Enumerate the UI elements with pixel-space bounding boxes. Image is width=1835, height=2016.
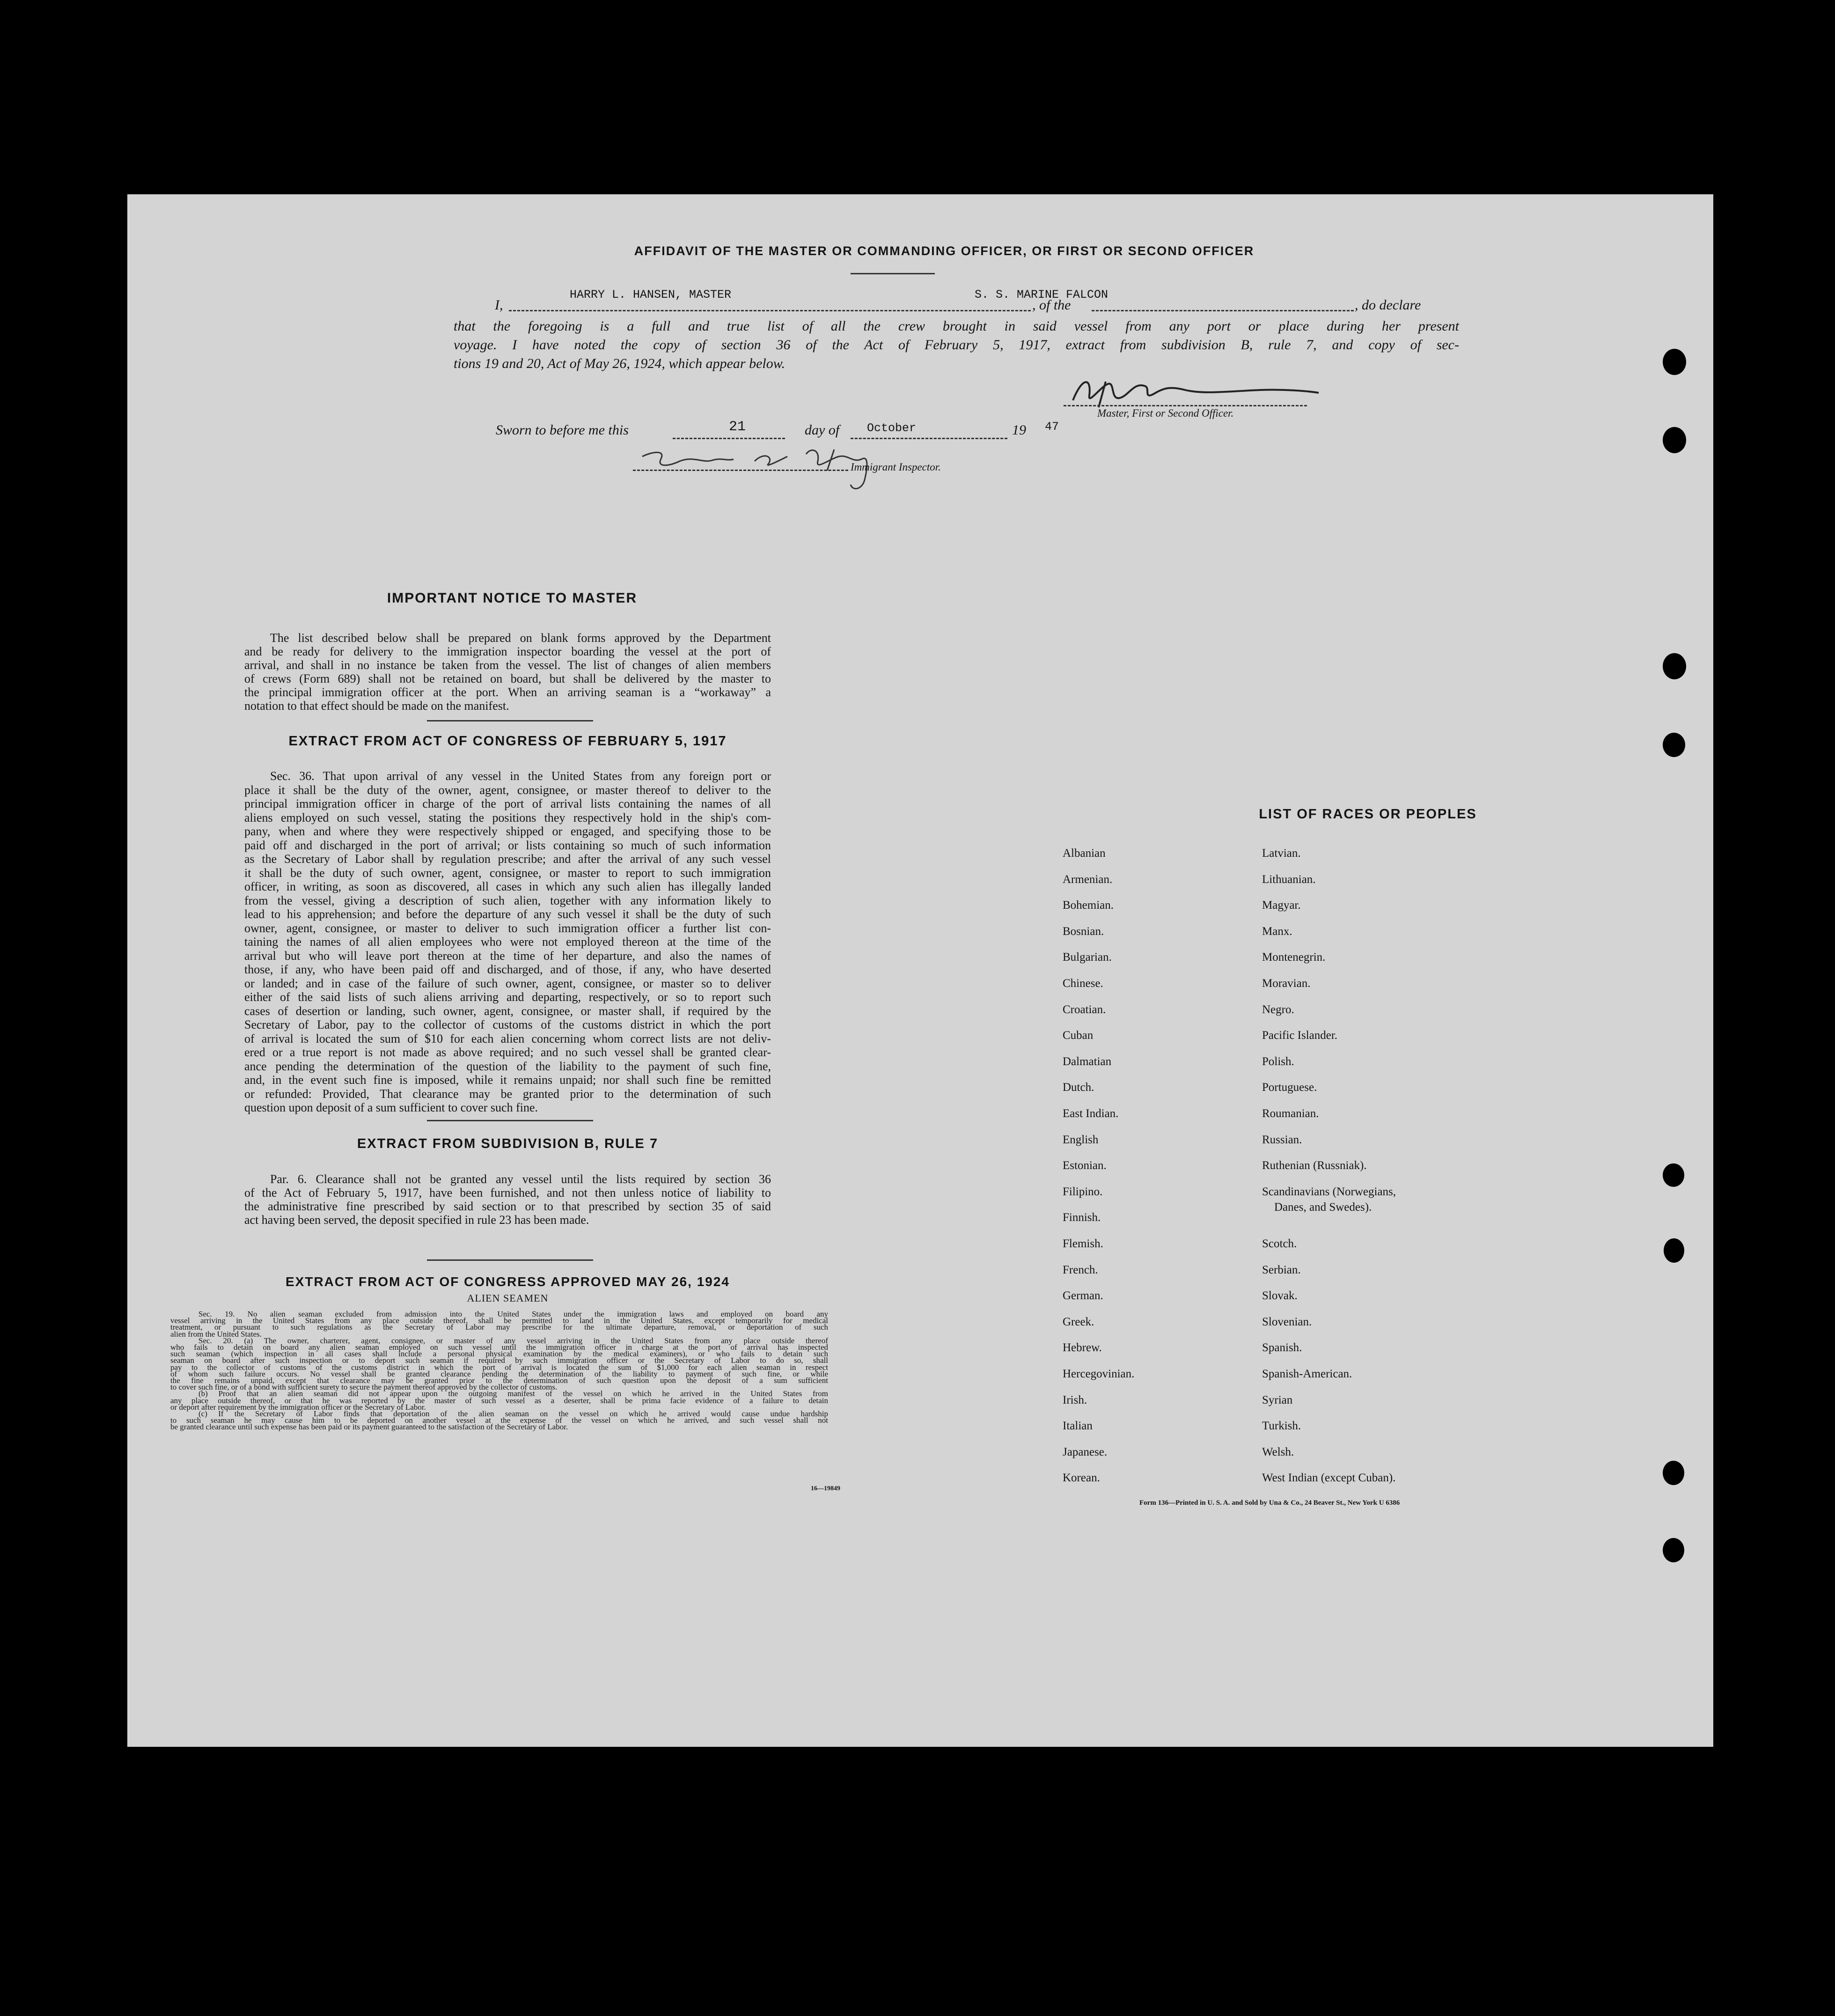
- race-item: Cuban: [1063, 1029, 1094, 1042]
- race-item: Polish.: [1262, 1055, 1294, 1068]
- affidavit-line-3: tions 19 and 20, Act of May 26, 1924, which appear below.: [454, 356, 785, 371]
- act1917-line: ered or a true report is not made as above required; and no such vessel shall be granted clear-: [244, 1045, 771, 1059]
- race-item: English: [1063, 1133, 1099, 1146]
- act1917-line: arrival but who will leave port thereon at the time of her departure, and also the names of: [244, 949, 771, 963]
- act1924-line: of whom such failure occurs. No vessel shall be granted clearance pending the determination of the liability to payment of such fine, or while: [170, 1369, 828, 1378]
- act1917-line: ance pending the determination of the question of the liability to the payment of such fine,: [244, 1059, 771, 1073]
- rule7-title: EXTRACT FROM SUBDIVISION B, RULE 7: [357, 1136, 659, 1151]
- form-code: 16—19849: [811, 1485, 840, 1492]
- race-item: Croatian.: [1063, 1003, 1106, 1016]
- day-of-label: day of: [805, 422, 840, 438]
- divider: [427, 720, 593, 721]
- act1924-line: alien from the United States.: [170, 1329, 262, 1339]
- race-item: Latvian.: [1262, 847, 1301, 860]
- race-item: Estonian.: [1063, 1159, 1107, 1172]
- master-name-field: HARRY L. HANSEN, MASTER: [570, 288, 732, 302]
- race-item: Syrian: [1262, 1394, 1293, 1406]
- race-item: Hebrew.: [1063, 1341, 1102, 1354]
- race-item: Moravian.: [1262, 977, 1311, 990]
- rule7-body: [244, 1172, 771, 1227]
- race-item: Spanish.: [1262, 1341, 1302, 1354]
- punch-hole: [1663, 427, 1686, 453]
- rule7-line: the administrative fine prescribed by said section or to that prescribed by section 35 of said: [244, 1199, 771, 1213]
- notice-line: The list described below shall be prepared on blank forms approved by the Department: [270, 631, 771, 645]
- race-item: Roumanian.: [1262, 1107, 1319, 1120]
- officer-caption: Master, First or Second Officer.: [1097, 407, 1234, 419]
- race-item: Negro.: [1262, 1003, 1294, 1016]
- divider: [427, 1120, 593, 1121]
- race-item: French.: [1063, 1264, 1098, 1276]
- affidavit-line-2: voyage. I have noted the copy of section 36 of the Act of February 5, 1917, extract from subdivision B, rule 7, and copy of sec-: [454, 337, 1459, 353]
- race-item: Manx.: [1262, 925, 1292, 938]
- act1917-line: place it shall be the duty of the owner, agent, consignee, or master thereof to deliver to the: [244, 783, 771, 797]
- notice-line: arrival, and shall in no instance be taken from the vessel. The list of changes of alien members: [244, 658, 771, 672]
- act1917-body: [244, 769, 771, 1115]
- act1924-line: (c) If the Secretary of Labor finds that deportation of the alien seaman on the vessel on which he arrived would cause undue hardship: [198, 1409, 828, 1419]
- act1924-line: who fails to detain on board any alien seaman employed on such vessel until the immigration officer in charge at the port of arrival has inspected: [170, 1343, 828, 1352]
- race-item: Dutch.: [1063, 1081, 1094, 1094]
- races-title: LIST OF RACES OR PEOPLES: [1259, 807, 1477, 822]
- punch-hole: [1663, 653, 1686, 679]
- printer-footer: Form 136—Printed in U. S. A. and Sold by Una & Co., 24 Beaver St., New York U 6386: [1139, 1499, 1400, 1507]
- punch-hole: [1663, 1538, 1684, 1562]
- act1924-line: such seaman (which inspection in all cases shall include a personal physical examination by the medical examiners), or who fails to detain such: [170, 1349, 828, 1359]
- title-divider: [851, 273, 935, 274]
- act1924-line: the fine remains unpaid, except that clearance may be granted prior to the determination of such question upon the deposit of a sum sufficient: [170, 1376, 828, 1385]
- act1917-line: as the Secretary of Labor shall by regulation prescribe; and after the arrival of any such vessel: [244, 852, 771, 866]
- rule7-line: act having been served, the deposit specified in rule 23 has been made.: [244, 1213, 589, 1227]
- act1917-line: lead to his apprehension; and before the departure of any such vessel it shall be the duty of such: [244, 907, 771, 921]
- race-item: Scandinavians (Norwegians,: [1262, 1185, 1396, 1198]
- act1917-line: of arrival is located the sum of $10 for each alien concerning whom correct lists are not deliv-: [244, 1031, 771, 1045]
- of-the-label: , of the: [1032, 297, 1071, 313]
- race-item: Japanese.: [1063, 1446, 1108, 1458]
- act1924-line: Sec. 19. No alien seaman excluded from admission into the United States under the immigration laws and employed on board any: [198, 1310, 828, 1318]
- race-item: Serbian.: [1262, 1264, 1301, 1276]
- act1924-line: be granted clearance until such expense has been paid or its payment guaranteed to the satisfaction of the Secretary of Labor.: [170, 1422, 568, 1432]
- act1924-line: to such seaman he may cause him to be deported on another vessel at the expense of the vessel on which he arrived, and such vessel shall not: [170, 1416, 828, 1425]
- race-item: West Indian (except Cuban).: [1262, 1472, 1396, 1484]
- sworn-day-field: 21: [729, 419, 746, 435]
- sworn-month-field: October: [867, 421, 917, 435]
- race-item: Greek.: [1063, 1316, 1094, 1328]
- act1924-line: seaman on board after such inspection or to deport such seaman if required by such immigration officer or the Secretary of Labor to do so, shall: [170, 1356, 828, 1365]
- act1917-line: Sec. 36. That upon arrival of any vessel in the United States from any foreign port or: [270, 769, 771, 783]
- act1917-line: or landed; and in case of the failure of such owner, agent, consignee, or master so to deliver: [244, 976, 771, 990]
- i-label: I,: [495, 297, 503, 313]
- act1917-line: from the vessel, giving a description of such alien, together with any information likely to: [244, 893, 771, 907]
- act1924-line: to cover such fine, or of a bond with sufficient surety to secure the payment thereof approved by the collector of customs.: [170, 1383, 558, 1392]
- punch-hole: [1663, 349, 1686, 375]
- race-item: Bosnian.: [1063, 925, 1104, 938]
- act1917-line: those, if any, who have been paid off and discharged, and of those, if any, who have deserted: [244, 963, 771, 976]
- notice-line: of crews (Form 689) shall not be retained on board, but shall be delivered by the master to: [244, 672, 771, 685]
- race-item: Scotch.: [1262, 1237, 1297, 1250]
- divider: [427, 1259, 593, 1261]
- act1917-line: and, in the event such fine is imposed, while it remains unpaid; nor shall such fine be remitted: [244, 1073, 771, 1087]
- punch-hole: [1663, 1461, 1684, 1485]
- race-item: Bohemian.: [1063, 899, 1114, 912]
- act1924-line: treatment, or pursuant to such regulations as the Secretary of Labor may prescribe for the ultimate departure, removal, or deportation of such: [170, 1323, 828, 1332]
- punch-hole: [1663, 1163, 1684, 1187]
- act1917-line: owner, agent, consignee, or master to deliver to such immigration officer a further list con-: [244, 921, 771, 935]
- act1924-body: [170, 1311, 828, 1431]
- act1924-title: EXTRACT FROM ACT OF CONGRESS APPROVED MAY 26, 1924: [286, 1274, 730, 1289]
- act1917-line: or refunded: Provided, That clearance may be granted prior to the determination of such: [244, 1087, 771, 1101]
- act1924-line: (b) Proof that an alien seaman did not appear upon the outgoing manifest of the vessel on which he arrived in the United States from: [198, 1389, 828, 1398]
- vessel-name-field: S. S. MARINE FALCON: [975, 288, 1108, 302]
- race-item: Turkish.: [1262, 1420, 1301, 1432]
- race-item: Dalmatian: [1063, 1055, 1112, 1068]
- race-item: Albanian: [1063, 847, 1106, 860]
- race-item: Finnish.: [1063, 1211, 1101, 1224]
- race-item: Chinese.: [1063, 977, 1103, 990]
- race-item: Spanish-American.: [1262, 1368, 1352, 1380]
- act1917-title: EXTRACT FROM ACT OF CONGRESS OF FEBRUARY 5, 1917: [288, 734, 727, 749]
- act1917-line: it shall be the duty of such owner, agent, consignee, or master to report to such immigration: [244, 866, 771, 880]
- race-item: Ruthenian (Russniak).: [1262, 1159, 1367, 1172]
- year-suffix-field: 47: [1045, 420, 1059, 434]
- act1924-line: vessel arriving in the United States from any place outside thereof, shall be permitted to land in the United States, except temporarily for medical: [170, 1316, 828, 1325]
- act1924-line: pay to the collector of customs of the customs district in which the port of arrival is located the sum of $1,000 for each alien seaman in respect: [170, 1362, 828, 1372]
- notice-line: notation to that effect should be made on the manifest.: [244, 699, 509, 713]
- punch-hole: [1663, 733, 1685, 757]
- act1924-line: or deport after requirement by the immigration officer or the Secretary of Labor.: [170, 1402, 426, 1412]
- act1917-line: officer, in writing, as soon as discovered, all cases in which any such alien has illegally landed: [244, 880, 771, 893]
- rule7-line: of the Act of February 5, 1917, have been furnished, and not then unless notice of liability to: [244, 1186, 771, 1199]
- act1924-subtitle: ALIEN SEAMEN: [467, 1292, 549, 1304]
- inspector-caption: Immigrant Inspector.: [851, 461, 941, 473]
- act1924-line: any place outside thereof, or that he was reported by the master of such vessel as a deserter, shall be prima facie evidence of a failure to detain: [170, 1396, 828, 1405]
- race-item: Portuguese.: [1262, 1081, 1317, 1094]
- affidavit-line-1: that the foregoing is a full and true list of all the crew brought in said vessel from any port or place during her present: [454, 318, 1459, 334]
- act1917-line: aliens employed on such vessel, stating the positions they respectively hold in the ship's com-: [244, 810, 771, 824]
- act1917-line: question upon deposit of a sum sufficient to cover such fine.: [244, 1101, 538, 1114]
- act1917-line: paid off and discharged in the port of arrival; or lists containing so much of such information: [244, 838, 771, 852]
- act1917-line: taining the names of all alien employees who were not employed thereon at the time of the: [244, 935, 771, 949]
- notice-title: IMPORTANT NOTICE TO MASTER: [387, 590, 638, 606]
- race-item: Filipino.: [1063, 1185, 1103, 1198]
- act1924-line: Sec. 20. (a) The owner, charterer, agent, consignee, or master of any vessel arriving in the United States from any place outside thereof: [198, 1336, 828, 1345]
- race-item: Welsh.: [1262, 1446, 1294, 1458]
- act1917-line: either of the said lists of such aliens arriving and departing, respectively, or so to report such: [244, 990, 771, 1004]
- race-item: Irish.: [1063, 1394, 1087, 1406]
- race-item: Pacific Islander.: [1262, 1029, 1338, 1042]
- act1917-line: cases of desertion or landing, such owner, agent, consignee, or master shall, if required by the: [244, 1004, 771, 1018]
- race-item: East Indian.: [1063, 1107, 1119, 1120]
- act1917-line: Secretary of Labor, pay to the collector of customs of the customs district in which the port: [244, 1018, 771, 1031]
- race-item: Magyar.: [1262, 899, 1301, 912]
- notice-line: the principal immigration officer at the port. When an arriving seaman is a “workaway” a: [244, 685, 771, 699]
- sworn-label: Sworn to before me this: [496, 422, 629, 438]
- punch-hole: [1664, 1238, 1684, 1263]
- document-sheet: [127, 194, 1713, 1747]
- race-item: Armenian.: [1063, 873, 1113, 886]
- year-prefix: 19: [1012, 422, 1026, 438]
- race-item: Slovenian.: [1262, 1316, 1312, 1328]
- do-declare-label: , do declare: [1355, 297, 1421, 313]
- race-item: Montenegrin.: [1262, 951, 1326, 964]
- race-item-cont: Danes, and Swedes).: [1274, 1201, 1372, 1214]
- affidavit-title: AFFIDAVIT OF THE MASTER OR COMMANDING OFFICER, OR FIRST OR SECOND OFFICER: [634, 244, 1255, 258]
- race-item: Italian: [1063, 1420, 1093, 1432]
- notice-body: [244, 631, 771, 713]
- race-item: Korean.: [1063, 1472, 1100, 1484]
- act1917-line: principal immigration officer in charge of the port of arrival lists containing the names of all: [244, 797, 771, 810]
- race-item: Flemish.: [1063, 1237, 1103, 1250]
- rule7-line: Par. 6. Clearance shall not be granted any vessel until the lists required by section 36: [270, 1172, 771, 1186]
- race-item: Russian.: [1262, 1133, 1302, 1146]
- notice-line: and be ready for delivery to the immigration inspector boarding the vessel at the port of: [244, 645, 771, 658]
- race-item: Slovak.: [1262, 1289, 1298, 1302]
- race-item: Hercegovinian.: [1063, 1368, 1135, 1380]
- race-item: Lithuanian.: [1262, 873, 1316, 886]
- race-item: German.: [1063, 1289, 1103, 1302]
- race-item: Bulgarian.: [1063, 951, 1112, 964]
- act1917-line: pany, when and where they were respectively shipped or engaged, and specifying those to be: [244, 824, 771, 838]
